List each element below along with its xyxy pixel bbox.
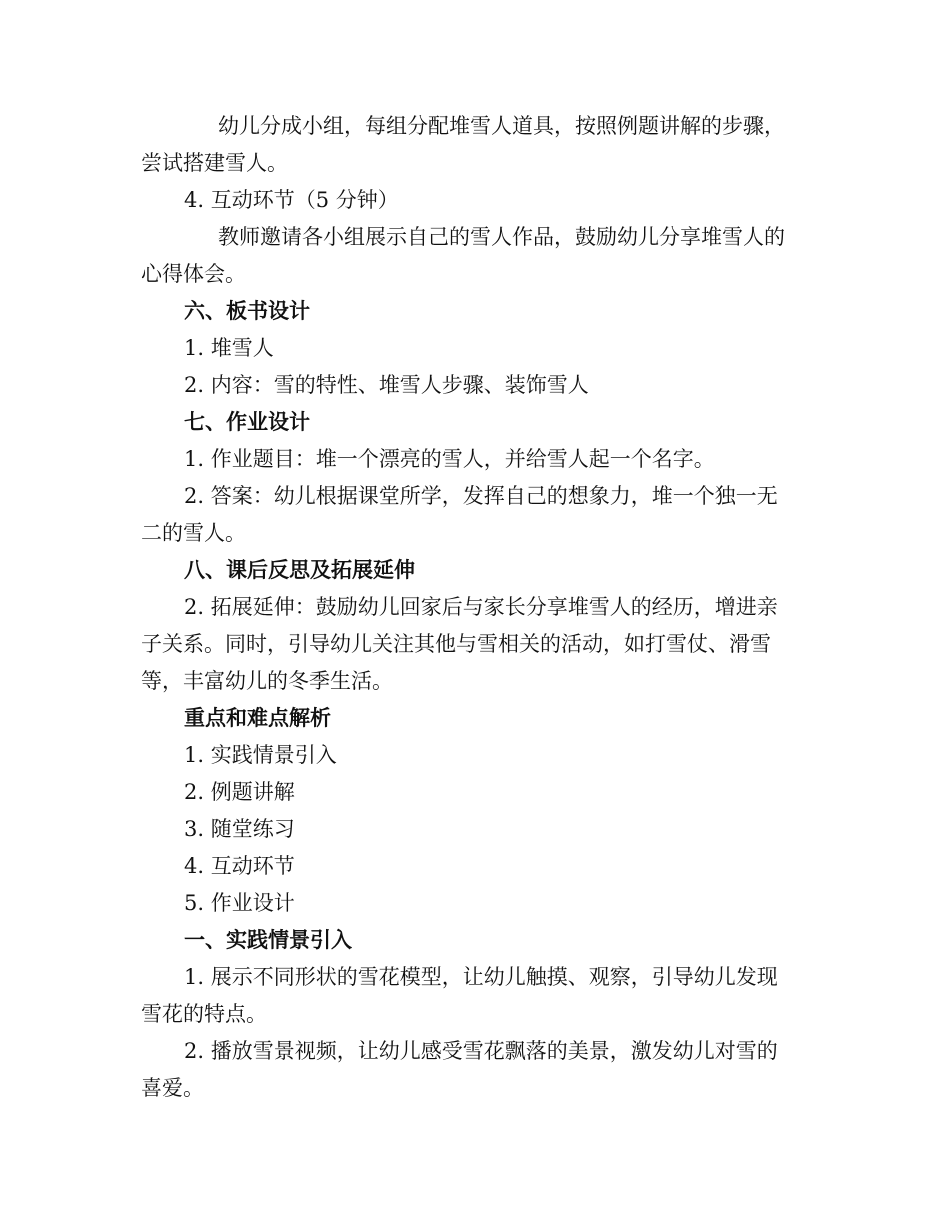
list-item: 2. 内容：雪的特性、堆雪人步骤、装饰雪人 — [184, 373, 589, 397]
paragraph-line: 等，丰富幼儿的冬季生活。 — [141, 669, 393, 693]
list-item: 1. 实践情景引入 — [184, 743, 337, 767]
paragraph-line: 尝试搭建雪人。 — [141, 151, 288, 175]
paragraph-line: 子关系。同时，引导幼儿关注其他与雪相关的活动，如打雪仗、滑雪 — [141, 632, 771, 656]
list-item: 2. 答案：幼儿根据课堂所学，发挥自己的想象力，堆一个独一无 — [184, 484, 778, 508]
paragraph-line: 幼儿分成小组，每组分配堆雪人道具，按照例题讲解的步骤， — [218, 114, 785, 138]
section-heading: 重点和难点解析 — [184, 705, 331, 730]
paragraph-line: 雪花的特点。 — [141, 1002, 267, 1026]
list-item: 1. 堆雪人 — [184, 336, 274, 360]
paragraph-line: 心得体会。 — [141, 262, 246, 286]
list-item: 1. 展示不同形状的雪花模型，让幼儿触摸、观察，引导幼儿发现 — [184, 965, 778, 989]
section-heading: 七、作业设计 — [184, 409, 310, 434]
section-heading: 八、课后反思及拓展延伸 — [184, 557, 415, 582]
list-item: 5. 作业设计 — [184, 891, 295, 915]
section-heading: 一、实践情景引入 — [184, 927, 352, 952]
list-item: 3. 随堂练习 — [184, 817, 295, 841]
list-item: 2. 例题讲解 — [184, 780, 295, 804]
paragraph-line: 教师邀请各小组展示自己的雪人作品，鼓励幼儿分享堆雪人的 — [218, 225, 785, 249]
list-item: 4. 互动环节（5 分钟） — [184, 188, 399, 212]
list-item: 2. 拓展延伸：鼓励幼儿回家后与家长分享堆雪人的经历，增进亲 — [184, 595, 778, 619]
list-item: 4. 互动环节 — [184, 854, 295, 878]
section-heading: 六、板书设计 — [184, 298, 310, 323]
paragraph-line: 喜爱。 — [141, 1076, 204, 1100]
list-item: 2. 播放雪景视频，让幼儿感受雪花飘落的美景，激发幼儿对雪的 — [184, 1039, 778, 1063]
paragraph-line: 二的雪人。 — [141, 521, 246, 545]
list-item: 1. 作业题目：堆一个漂亮的雪人，并给雪人起一个名字。 — [184, 447, 715, 471]
